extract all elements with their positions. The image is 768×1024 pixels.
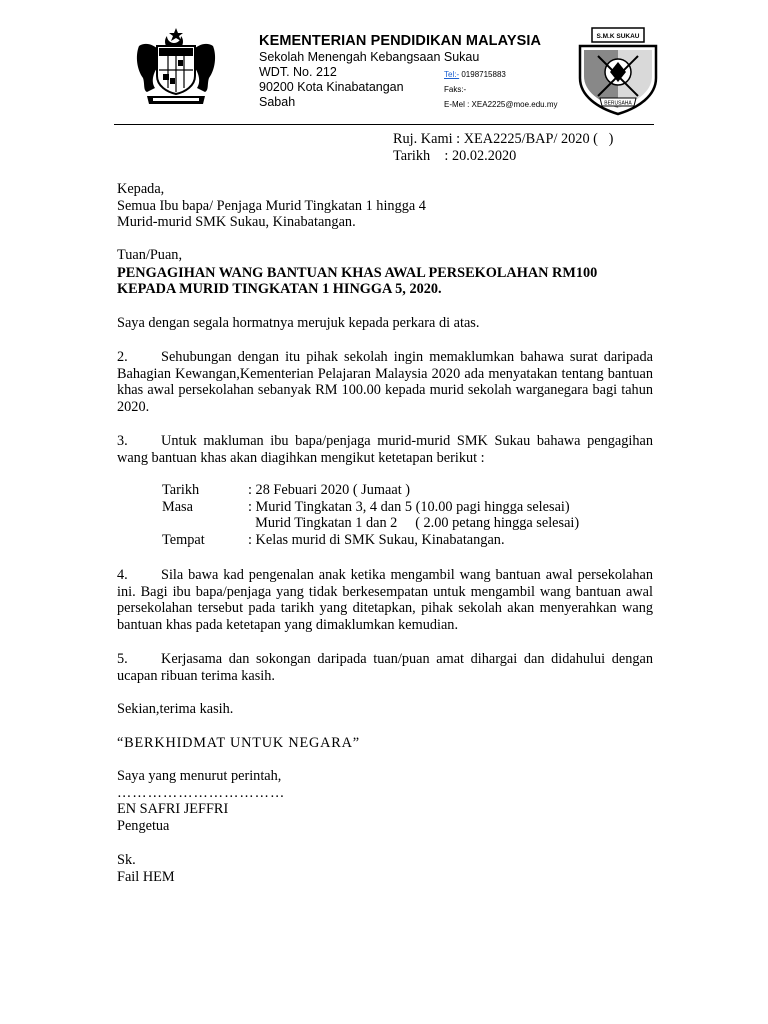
paragraph-4-number: 4. (117, 567, 128, 583)
cc-line-1: Fail HEM (117, 868, 175, 885)
schedule-place-label: Tempat (162, 531, 205, 548)
cc-block (117, 852, 653, 885)
address-row-2 (259, 80, 541, 95)
signature-block (117, 768, 653, 834)
paragraph-4 (117, 567, 653, 633)
paragraph-2 (117, 349, 653, 415)
closing-slogan: “BERKHIDMAT UNTUK NEGARA” (117, 735, 360, 751)
paragraph-2-text: Sehubungan dengan itu pihak sekolah ingin memaklumkan bahawa surat daripada Bahagian Kewangan,Kementerian Pelajaran Malaysia 2020 ada menyatakan tentang bantuan khas awal persekolahan sebanyak RM 100.00 kepada murid sekolah warganegara bagi tahun 2020. (117, 349, 653, 415)
reference-block (393, 131, 613, 164)
reference-number: Ruj. Kami : XEA2225/BAP/ 2020 ( ) (393, 131, 614, 147)
schedule-date-value: : 28 Febuari 2020 ( Jumaat ) (248, 482, 410, 498)
schedule-place-value: : Kelas murid di SMK Sukau, Kinabatangan. (248, 531, 505, 548)
address-row-3 (259, 95, 558, 110)
fax: Faks:- (444, 85, 467, 94)
paragraph-3-number: 3. (117, 433, 128, 449)
address-row-1 (259, 65, 541, 80)
malaysia-coat-of-arms-logo (133, 26, 219, 108)
subject-line-2: KEPADA MURID TINGKATAN 1 HINGGA 5, 2020. (117, 281, 442, 297)
paragraph-2-number: 2. (117, 349, 128, 365)
address-line-1: WDT. No. 212 (259, 65, 337, 79)
school-logo-text: S.M.K SUKAU (596, 33, 640, 40)
subject-block (117, 247, 653, 298)
ministry-name: KEMENTERIAN PENDIDIKAN MALAYSIA (259, 33, 542, 49)
recipient-line-2: Murid-murid SMK Sukau, Kinabatangan. (117, 214, 356, 230)
salutation: Tuan/Puan, (117, 247, 183, 263)
schedule-date-label: Tarikh (162, 482, 200, 498)
subject-line-1: PENGAGIHAN WANG BANTUAN KHAS AWAL PERSEKOLAHAN RM100 (117, 264, 598, 281)
reference-date: Tarikh : 20.02.2020 (393, 147, 517, 164)
paragraph-5-number: 5. (117, 651, 128, 667)
paragraph-4-text: Sila bawa kad pengenalan anak ketika mengambil wang bantuan awal persekolahan ini. Bagi ibu bapa/penjaga yang tidak berkesempatan untuk mengambil wang bantuan awal persekolahan tersebut pada tarikh yang ditetapkan, pihak sekolah akan menyerahkan wang bantuan khas pada ketetapan yang dimaklumkan kemudian. (117, 567, 653, 633)
signatory-title: Pengetua (117, 817, 170, 834)
tel-value: 0198715883 (461, 70, 506, 79)
schedule-time-value-2: Murid Tingkatan 1 dan 2 ( 2.00 petang hingga selesai) (248, 515, 580, 531)
closing-thanks: Sekian,terima kasih. (117, 701, 234, 717)
paragraph-5-text: Kerjasama dan sokongan daripada tuan/puan amat dihargai dan didahului dengan ucapan ribuan terima kasih. (117, 651, 653, 684)
letterhead-divider (114, 124, 654, 125)
school-logo-banner: BERUSAHA (604, 100, 632, 107)
paragraph-5 (117, 651, 653, 684)
signature-line: …………………………… (117, 784, 286, 801)
paragraph-1: Saya dengan segala hormatnya merujuk kepada perkara di atas. (117, 315, 480, 331)
email: E-Mel : XEA2225@moe.edu.my (444, 100, 558, 109)
schedule-time-value-1: : Murid Tingkatan 3, 4 dan 5 (10.00 pagi hingga selesai) (248, 498, 570, 515)
paragraph-3 (117, 433, 653, 466)
cc-label: Sk. (117, 852, 136, 868)
recipient-line-1: Semua Ibu bapa/ Penjaga Murid Tingkatan 1 hingga 4 (117, 197, 426, 214)
signature-instruction: Saya yang menurut perintah, (117, 768, 282, 784)
letterhead (259, 33, 558, 110)
tel-link[interactable]: Tel:- (444, 70, 460, 79)
address-line-3: Sabah (259, 95, 296, 109)
paragraph-3-text: Untuk makluman ibu bapa/penjaga murid-murid SMK Sukau bahawa pengagihan wang bantuan khas akan diagihkan mengikut ketetapan berikut : (117, 433, 653, 466)
schedule-time-label: Masa (162, 498, 193, 515)
school-name: Sekolah Menengah Kebangsaan Sukau (259, 50, 480, 64)
recipient-block (117, 181, 653, 231)
signatory-name: EN SAFRI JEFFRI (117, 801, 229, 817)
school-logo (574, 22, 662, 118)
recipient-greeting: Kepada, (117, 181, 165, 197)
address-line-2: 90200 Kota Kinabatangan (259, 80, 404, 94)
